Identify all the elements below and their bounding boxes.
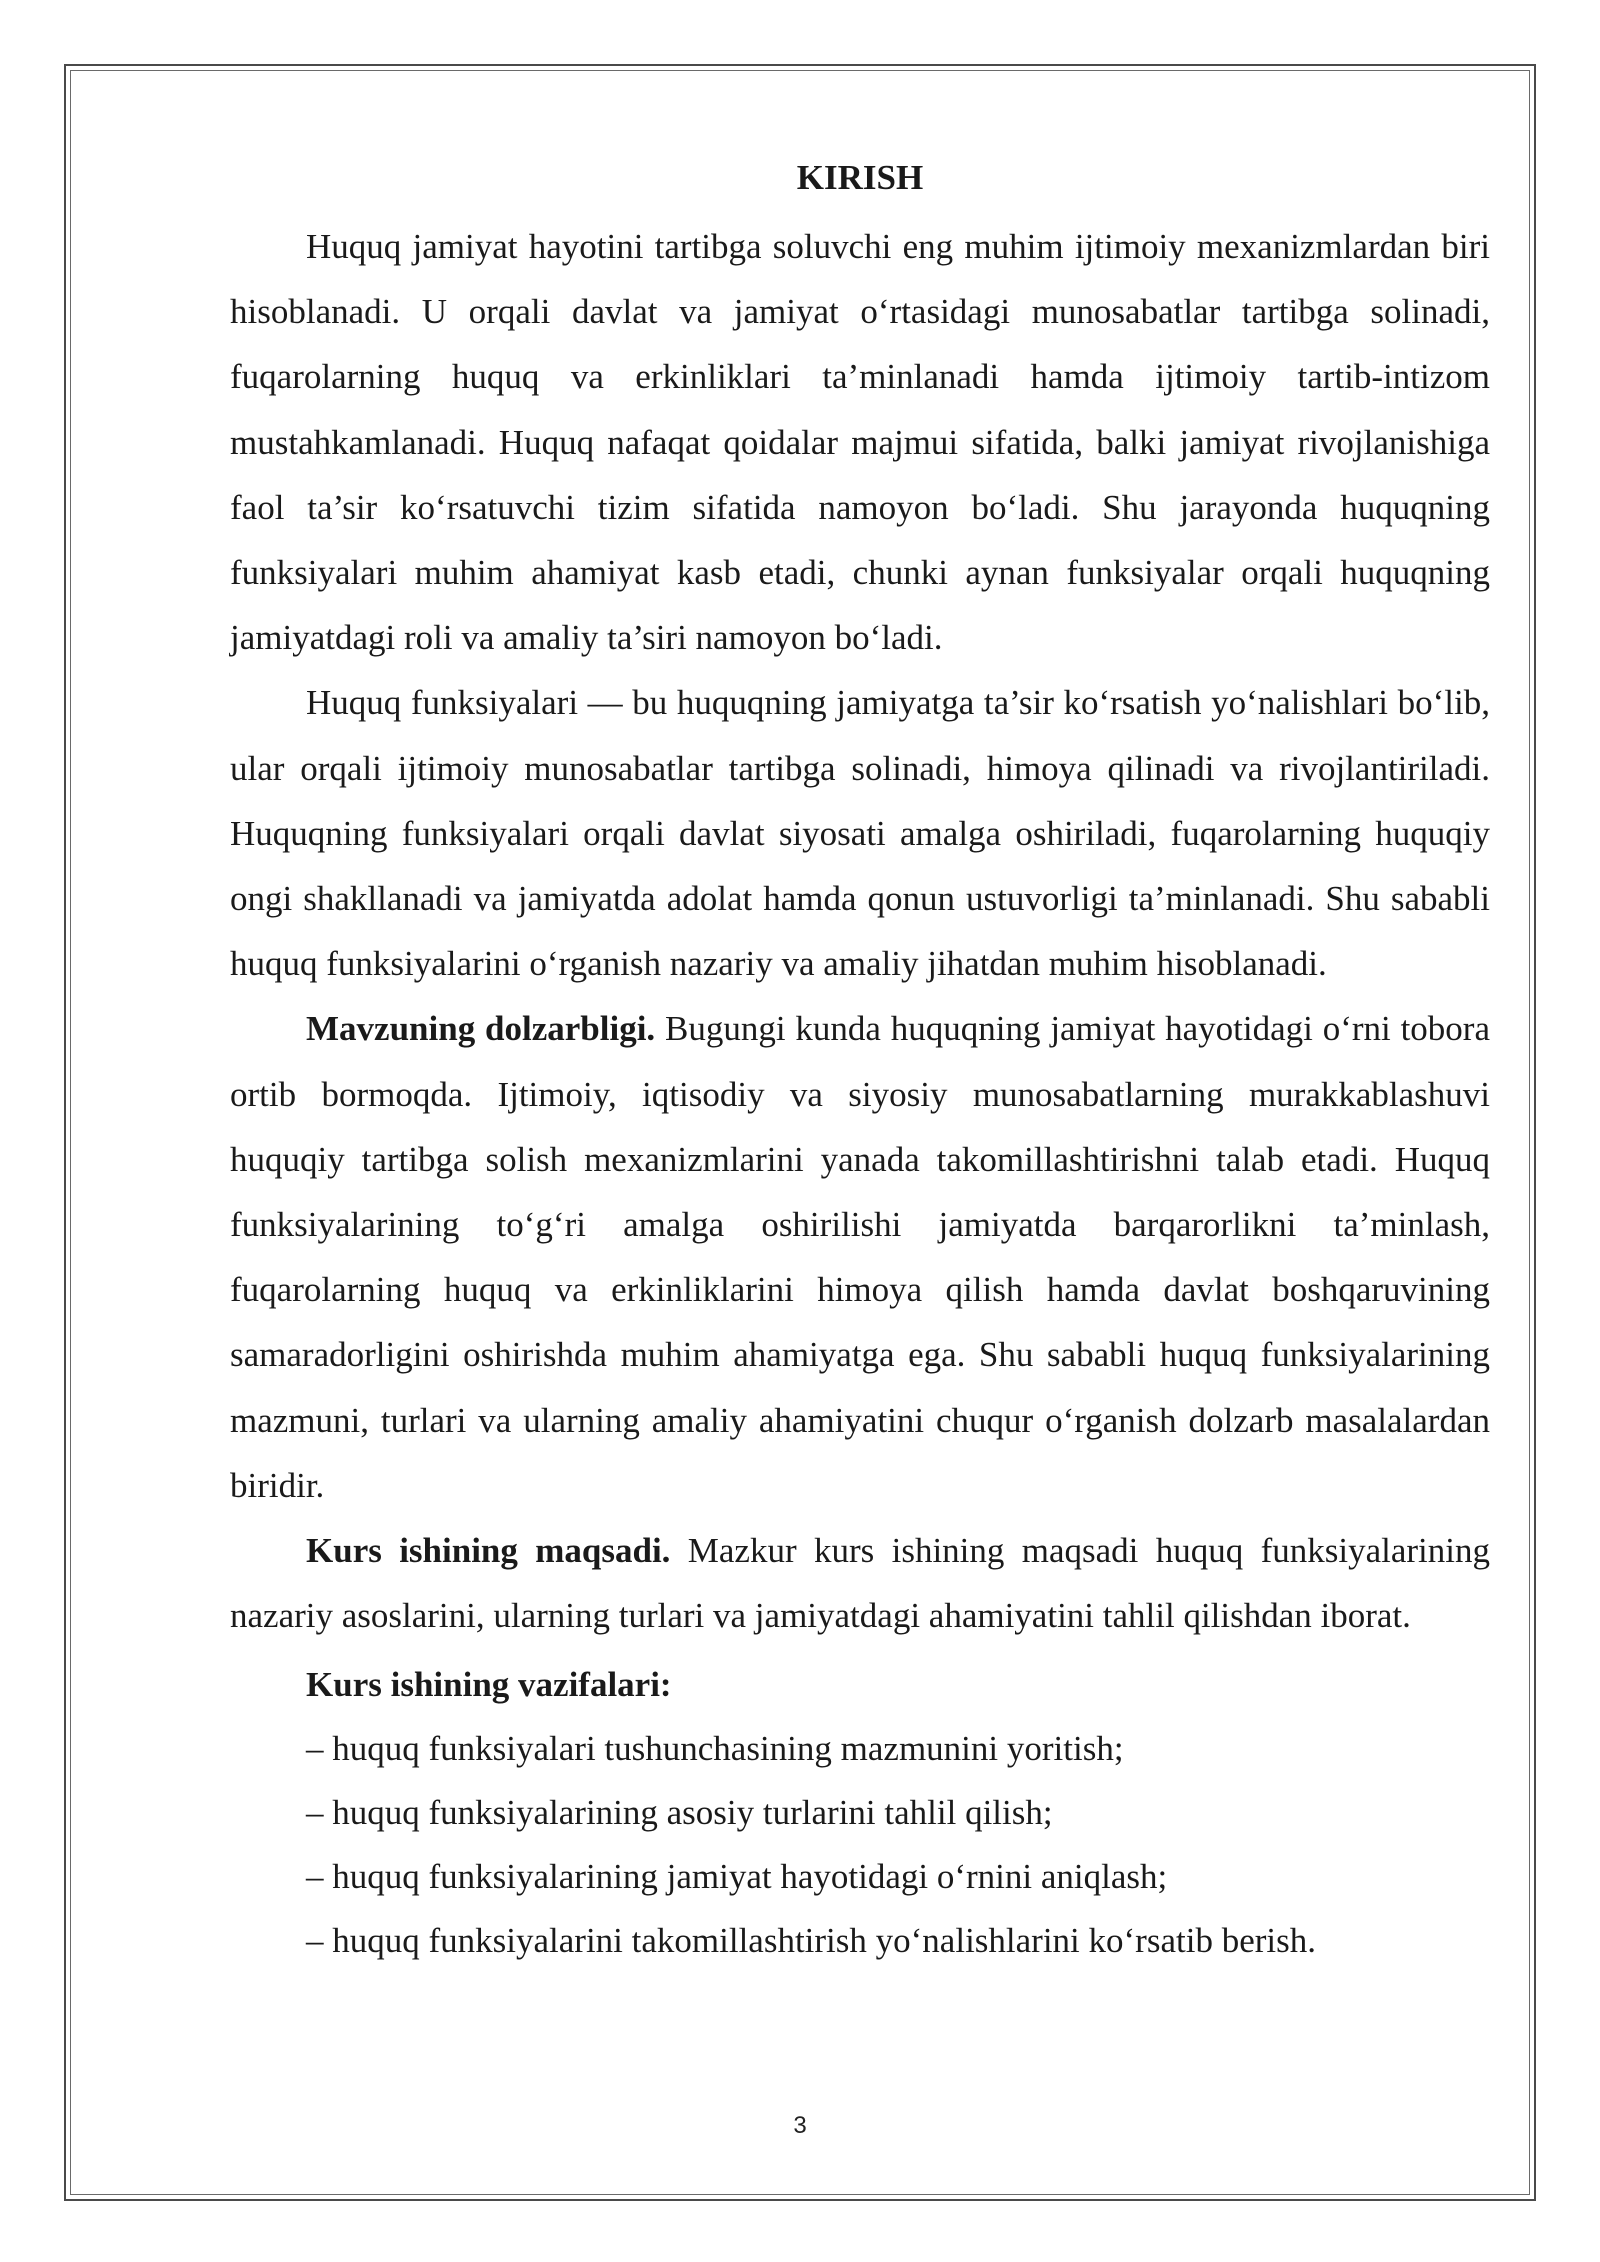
paragraph-lead: Mavzuning dolzarbligi. xyxy=(306,1009,656,1049)
task-item: – huquq funksiyalari tushunchasining mazmunini yoritish; xyxy=(306,1729,1124,1769)
paragraph-text: Mazkur kurs ishining maqsadi huquq funksiyalarining nazariy asoslarini, ularning turlari va jamiyatdagi ahamiyatini tahlil qilishdan iborat. xyxy=(230,1531,1490,1636)
paragraph-goal xyxy=(230,1518,1490,1648)
task-item: – huquq funksiyalarining asosiy turlarini tahlil qilish; xyxy=(306,1793,1053,1833)
paragraph-text: Bugungi kunda huquqning jamiyat hayotidagi o‘rni tobora ortib bormoqda. Ijtimoiy, iqtisodiy va siyosiy munosabatlarning murakkablashuvi huquqiy tartibga solish mexanizmlarini yanada takomillashtirishni talab etadi. Huquq funksiyalarining to‘g‘ri amalga oshirilishi jamiyatda barqarorlikni ta’minlash, fuqarolarning huquq va erkinliklarini himoya qilish hamda davlat boshqaruvining samaradorligini oshirishda muhim ahamiyatga ega. Shu sababli huquq funksiyalarining mazmuni, turlari va ularning amaliy ahamiyatini chuqur o‘rganish dolzarb masalalardan biridir. xyxy=(230,1009,1490,1505)
task-item: – huquq funksiyalarining jamiyat hayotidagi o‘rnini aniqlash; xyxy=(306,1857,1168,1897)
paragraph-text: Huquq jamiyat hayotini tartibga soluvchi eng muhim ijtimoiy mexanizmlardan biri hisoblanadi. U orqali davlat va jamiyat o‘rtasidagi munosabatlar tartibga solinadi, fuqarolarning huquq va erkinliklari ta’minlanadi hamda ijtimoiy tartib-intizom mustahkamlanadi. Huquq nafaqat qoidalar majmui sifatida, balki jamiyat rivojlanishiga faol ta’sir ko‘rsatuvchi tizim sifatida namoyon bo‘ladi. Shu jarayonda huquqning funksiyalari muhim ahamiyat kasb etadi, chunki aynan funksiyalar orqali huquqning jamiyatdagi roli va amaliy ta’siri namoyon bo‘ladi. xyxy=(230,227,1490,658)
paragraph-intro xyxy=(230,214,1490,670)
section-title: KIRISH xyxy=(796,158,924,197)
page-number: 3 xyxy=(793,2112,807,2139)
paragraph-lead: Kurs ishining maqsadi. xyxy=(306,1531,671,1571)
tasks-heading: Kurs ishining vazifalari: xyxy=(306,1665,672,1705)
paragraph-relevance xyxy=(230,996,1490,1518)
page-content xyxy=(230,148,1490,1973)
paragraph-text: Huquq funksiyalari — bu huquqning jamiyatga ta’sir ko‘rsatish yo‘nalishlari bo‘lib, ular orqali ijtimoiy munosabatlar tartibga solinadi, himoya qilinadi va rivojlantiriladi. Huquqning funksiyalari orqali davlat siyosati amalga oshiriladi, fuqarolarning huquqiy ongi shakllanadi va jamiyatda adolat hamda qonun ustuvorligi ta’minlanadi. Shu sababli huquq funksiyalarini o‘rganish nazariy va amaliy jihatdan muhim hisoblanadi. xyxy=(230,683,1490,984)
paragraph-functions xyxy=(230,670,1490,996)
task-item: – huquq funksiyalarini takomillashtirish yo‘nalishlarini ko‘rsatib berish. xyxy=(306,1921,1316,1961)
tasks-list xyxy=(230,1717,1490,1973)
